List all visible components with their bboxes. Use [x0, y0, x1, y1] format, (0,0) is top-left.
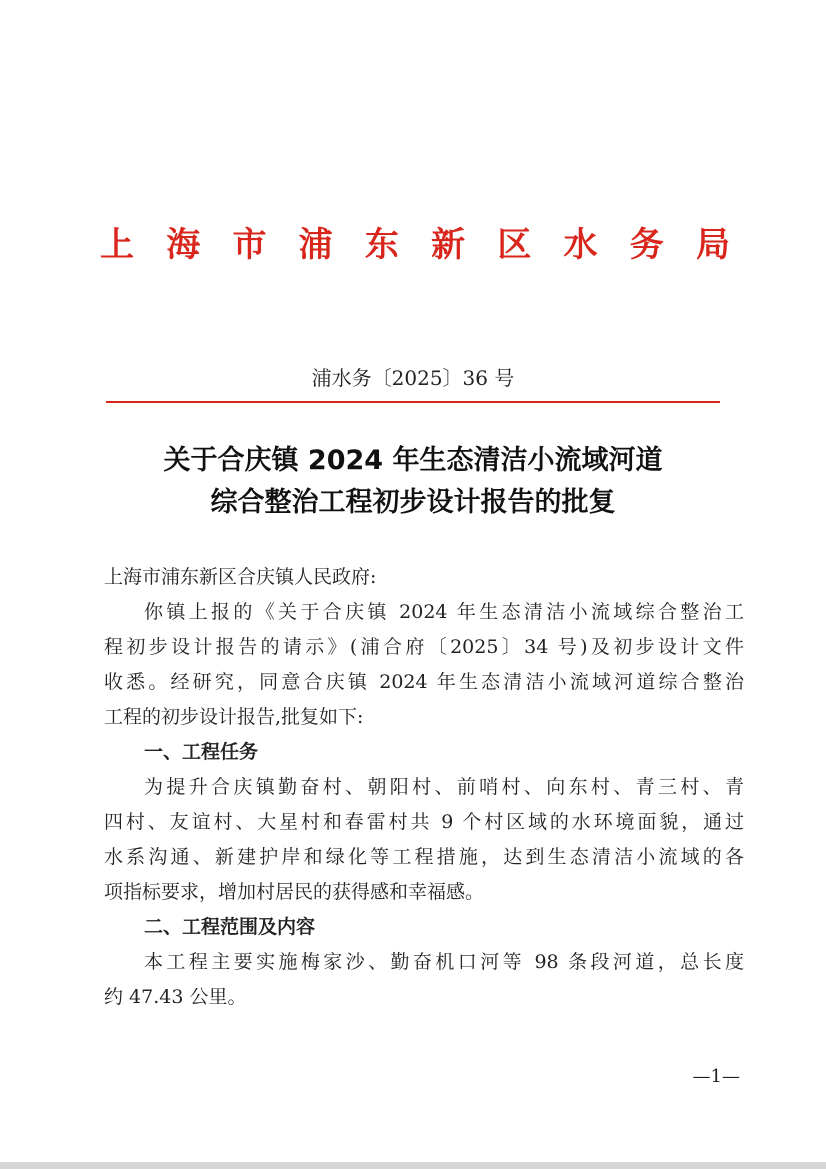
paragraph-line: 程初步设计报告的请示》(浦合府〔2025〕34 号)及初步设计文件	[104, 636, 744, 658]
title-line-1: 关于合庆镇 2024 年生态清洁小流域河道	[163, 445, 663, 476]
scan-bottom-edge	[0, 1162, 826, 1169]
section-heading-2: 二、工程范围及内容	[144, 916, 316, 938]
paragraph-intro	[104, 595, 744, 735]
paragraph-scope	[104, 945, 744, 1015]
paragraph-line: 本工程主要实施梅家沙、勤奋机口河等 98 条段河道，总长度	[144, 951, 744, 973]
header-char: 上	[100, 224, 134, 265]
document-body	[104, 560, 744, 1015]
paragraph-line: 四村、友谊村、大星村和春雷村共 9 个村区域的水环境面貌，通过	[104, 811, 744, 833]
document-number: 浦水务〔2025〕36 号	[311, 366, 515, 390]
document-title	[0, 440, 826, 524]
header-char: 海	[166, 224, 201, 265]
addressee: 上海市浦东新区合庆镇人民政府:	[104, 566, 377, 588]
paragraph-line: 水系沟通、新建护岸和绿化等工程措施，达到生态清洁小流域的各	[104, 846, 744, 868]
header-char: 浦	[298, 224, 333, 265]
paragraph-line: 项指标要求，增加村居民的获得感和幸福感。	[104, 881, 485, 903]
section-heading-1: 一、工程任务	[144, 741, 259, 763]
paragraph-line: 收悉。经研究，同意合庆镇 2024 年生态清洁小流域河道综合整治	[104, 671, 744, 693]
paragraph-line: 你镇上报的《关于合庆镇 2024 年生态清洁小流域综合整治工	[144, 601, 744, 623]
header-char: 新	[431, 224, 466, 265]
header-char: 市	[232, 224, 267, 265]
issuing-authority-header	[100, 216, 730, 266]
header-char: 局	[695, 224, 730, 265]
header-char: 务	[629, 224, 664, 265]
header-char: 区	[497, 224, 532, 265]
paragraph-line: 为提升合庆镇勤奋村、朝阳村、前哨村、向东村、青三村、青	[144, 776, 744, 798]
page-number: —1—	[692, 1066, 740, 1087]
red-divider-line	[106, 401, 720, 403]
paragraph-line: 约 47.43 公里。	[104, 986, 247, 1008]
paragraph-task	[104, 770, 744, 910]
header-char: 东	[364, 224, 399, 265]
header-char: 水	[563, 224, 598, 265]
title-line-2: 综合整治工程初步设计报告的批复	[210, 487, 616, 518]
paragraph-line: 工程的初步设计报告,批复如下:	[104, 706, 364, 728]
